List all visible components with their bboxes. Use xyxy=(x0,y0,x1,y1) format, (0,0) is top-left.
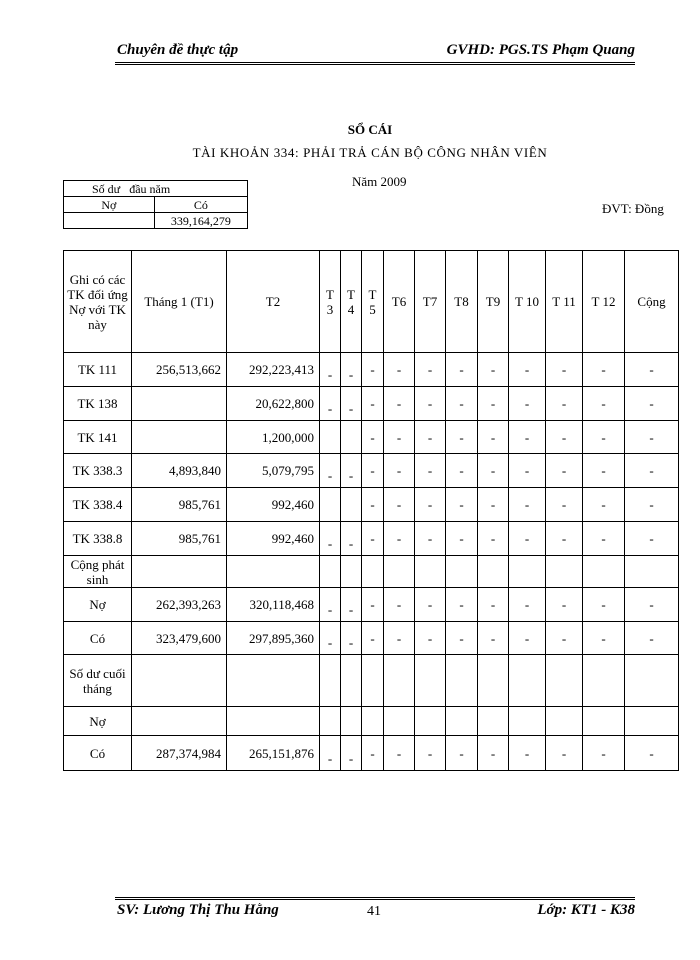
ledger-cell-month: - xyxy=(320,736,341,771)
footer-rule xyxy=(115,897,635,900)
ledger-cell-month: - xyxy=(320,522,341,556)
ledger-cell-month: - xyxy=(546,522,583,556)
ledger-cell-month: - xyxy=(446,454,478,488)
ledger-cell-month: - xyxy=(341,622,362,655)
ledger-cell-month: - xyxy=(509,421,546,454)
ledger-header-cell: T2 xyxy=(227,251,320,353)
ledger-cell-month: - xyxy=(341,736,362,771)
ledger-header-cell: Tháng 1 (T1) xyxy=(132,251,227,353)
ledger-cell-month: - xyxy=(384,454,415,488)
ledger-cell-month: - xyxy=(341,588,362,622)
ledger-cell-month: - xyxy=(625,488,679,522)
ledger-cell-month: - xyxy=(362,522,384,556)
ledger-header-cell: T 11 xyxy=(546,251,583,353)
ledger-row xyxy=(64,387,679,421)
ledger-row xyxy=(64,588,679,622)
ledger-cell-month: - xyxy=(362,353,384,387)
ledger-cell-month: - xyxy=(320,454,341,488)
ledger-cell-month xyxy=(384,655,415,707)
ledger-header-row xyxy=(64,251,679,353)
ledger-cell-t1: 287,374,984 xyxy=(132,736,227,771)
opening-balance-table xyxy=(63,180,248,229)
ledger-cell-month: - xyxy=(583,353,625,387)
ledger-cell-month: - xyxy=(546,736,583,771)
ledger-cell-month: - xyxy=(546,588,583,622)
ledger-cell-t2: 1,200,000 xyxy=(227,421,320,454)
ledger-header-cell: T9 xyxy=(478,251,509,353)
ledger-cell-month: - xyxy=(446,622,478,655)
ledger-cell-month: - xyxy=(415,736,446,771)
ledger-cell-month: - xyxy=(446,588,478,622)
header-rule xyxy=(115,62,635,65)
ledger-cell-month: - xyxy=(509,488,546,522)
ledger-cell-month xyxy=(446,556,478,588)
ledger-cell-month xyxy=(362,707,384,736)
ledger-cell-month: - xyxy=(384,421,415,454)
ledger-cell-t1: 985,761 xyxy=(132,522,227,556)
ledger-row-label: TK 338.3 xyxy=(64,454,132,488)
ledger-cell-month xyxy=(546,707,583,736)
ledger-cell-month xyxy=(625,655,679,707)
ledger-row xyxy=(64,622,679,655)
ledger-cell-month: - xyxy=(583,736,625,771)
ledger-cell-month xyxy=(384,556,415,588)
ledger-cell-month: - xyxy=(478,588,509,622)
ledger-cell-month: - xyxy=(478,421,509,454)
ledger-cell-month: - xyxy=(509,387,546,421)
ledger-cell-t2: 5,079,795 xyxy=(227,454,320,488)
ledger-row-label: Số dư cuối tháng xyxy=(64,655,132,707)
ledger-cell-month xyxy=(341,556,362,588)
ledger-cell-month: - xyxy=(509,622,546,655)
ledger-cell-month: - xyxy=(415,588,446,622)
ledger-cell-month xyxy=(583,707,625,736)
ledger-cell-month xyxy=(341,488,362,522)
ledger-cell-month: - xyxy=(362,588,384,622)
ledger-cell-month: - xyxy=(446,353,478,387)
ledger-cell-month xyxy=(320,707,341,736)
ledger-cell-month: - xyxy=(583,454,625,488)
ledger-cell-month: - xyxy=(478,622,509,655)
ledger-cell-month: - xyxy=(415,387,446,421)
ledger-row xyxy=(64,488,679,522)
ledger-cell-month xyxy=(583,556,625,588)
ledger-cell-month: - xyxy=(509,522,546,556)
ledger-cell-month xyxy=(446,655,478,707)
ledger-cell-month xyxy=(415,655,446,707)
ledger-cell-month: - xyxy=(415,488,446,522)
ledger-cell-month: - xyxy=(583,488,625,522)
ledger-row-label: TK 338.4 xyxy=(64,488,132,522)
opening-debit-label: Nợ xyxy=(64,197,155,213)
ledger-cell-month: - xyxy=(546,421,583,454)
ledger-row xyxy=(64,736,679,771)
ledger-cell-month: - xyxy=(415,622,446,655)
ledger-cell-month xyxy=(478,556,509,588)
ledger-cell-month: - xyxy=(625,522,679,556)
footer-class: Lớp: KT1 - K38 xyxy=(537,902,635,918)
ledger-cell-month xyxy=(625,556,679,588)
year-label: Năm 2009 xyxy=(352,174,407,189)
ledger-cell-month xyxy=(341,655,362,707)
ledger-cell-month: - xyxy=(478,736,509,771)
ledger-cell-month: - xyxy=(415,522,446,556)
ledger-table xyxy=(63,250,679,771)
ledger-header-cell: T 3 xyxy=(320,251,341,353)
ledger-cell-month: - xyxy=(478,353,509,387)
ledger-row xyxy=(64,454,679,488)
ledger-cell-month: - xyxy=(583,421,625,454)
ledger-row-label: Có xyxy=(64,736,132,771)
page-subtitle: TÀI KHOẢN 334: PHẢI TRẢ CÁN BỘ CÔNG NHÂN VIÊN xyxy=(192,145,548,160)
ledger-cell-t1: 262,393,263 xyxy=(132,588,227,622)
ledger-cell-t2 xyxy=(227,655,320,707)
ledger-cell-month xyxy=(384,707,415,736)
ledger-cell-month xyxy=(509,655,546,707)
opening-balance-header xyxy=(64,181,248,197)
ledger-cell-month xyxy=(341,421,362,454)
header-left-text: Chuyên đề thực tập xyxy=(117,42,239,58)
ledger-cell-month: - xyxy=(362,421,384,454)
ledger-cell-t1: 985,761 xyxy=(132,488,227,522)
opening-debit-value xyxy=(64,213,155,229)
ledger-cell-month xyxy=(546,556,583,588)
ledger-cell-month xyxy=(362,655,384,707)
ledger-cell-month: - xyxy=(583,522,625,556)
ledger-cell-t2: 265,151,876 xyxy=(227,736,320,771)
ledger-cell-month: - xyxy=(446,736,478,771)
ledger-cell-month: - xyxy=(478,387,509,421)
ledger-cell-month: - xyxy=(384,387,415,421)
ledger-cell-t1 xyxy=(132,655,227,707)
ledger-cell-month: - xyxy=(625,622,679,655)
opening-balance-label-b: đầu năm xyxy=(129,181,171,196)
ledger-cell-month xyxy=(320,655,341,707)
ledger-cell-month: - xyxy=(384,588,415,622)
footer-student: SV: Lương Thị Thu Hằng xyxy=(117,902,279,918)
ledger-cell-month: - xyxy=(625,588,679,622)
ledger-cell-month: - xyxy=(320,387,341,421)
ledger-cell-month: - xyxy=(546,387,583,421)
ledger-cell-t2: 320,118,468 xyxy=(227,588,320,622)
ledger-cell-month xyxy=(446,707,478,736)
ledger-cell-month: - xyxy=(546,353,583,387)
ledger-row-label: Cộng phát sinh xyxy=(64,556,132,588)
page-footer xyxy=(115,902,635,922)
ledger-cell-month xyxy=(415,707,446,736)
ledger-row xyxy=(64,556,679,588)
ledger-cell-month: - xyxy=(446,387,478,421)
ledger-cell-t1: 4,893,840 xyxy=(132,454,227,488)
ledger-row-label: TK 338.8 xyxy=(64,522,132,556)
ledger-cell-month xyxy=(509,556,546,588)
ledger-cell-t1: 323,479,600 xyxy=(132,622,227,655)
ledger-cell-month: - xyxy=(362,488,384,522)
ledger-cell-month xyxy=(625,707,679,736)
ledger-cell-month xyxy=(478,655,509,707)
ledger-cell-month xyxy=(320,421,341,454)
opening-balance-label-a: Số dư xyxy=(92,181,121,196)
ledger-cell-month xyxy=(546,655,583,707)
ledger-row xyxy=(64,522,679,556)
ledger-cell-month: - xyxy=(625,387,679,421)
ledger-row-label: TK 138 xyxy=(64,387,132,421)
ledger-cell-month: - xyxy=(362,387,384,421)
ledger-cell-t2: 992,460 xyxy=(227,522,320,556)
ledger-row-label: TK 111 xyxy=(64,353,132,387)
ledger-cell-month: - xyxy=(509,588,546,622)
ledger-cell-month xyxy=(478,707,509,736)
ledger-cell-month: - xyxy=(478,488,509,522)
ledger-cell-month: - xyxy=(384,522,415,556)
ledger-cell-t2: 292,223,413 xyxy=(227,353,320,387)
ledger-cell-t1 xyxy=(132,707,227,736)
ledger-cell-month: - xyxy=(446,522,478,556)
ledger-row xyxy=(64,655,679,707)
ledger-header-cell: Cộng xyxy=(625,251,679,353)
ledger-cell-month xyxy=(320,556,341,588)
ledger-cell-month: - xyxy=(384,622,415,655)
ledger-cell-month: - xyxy=(625,454,679,488)
ledger-cell-month xyxy=(362,556,384,588)
ledger-cell-t2: 992,460 xyxy=(227,488,320,522)
ledger-cell-month: - xyxy=(320,353,341,387)
ledger-cell-t2: 297,895,360 xyxy=(227,622,320,655)
ledger-cell-month: - xyxy=(509,353,546,387)
ledger-cell-month: - xyxy=(478,454,509,488)
ledger-cell-month: - xyxy=(341,387,362,421)
ledger-row-label: Nợ xyxy=(64,588,132,622)
ledger-row xyxy=(64,353,679,387)
ledger-cell-month: - xyxy=(415,454,446,488)
ledger-row-label: Nợ xyxy=(64,707,132,736)
ledger-cell-month: - xyxy=(384,736,415,771)
ledger-cell-month xyxy=(341,707,362,736)
ledger-cell-month: - xyxy=(546,622,583,655)
ledger-cell-month: - xyxy=(362,736,384,771)
ledger-cell-t2 xyxy=(227,556,320,588)
ledger-cell-month: - xyxy=(446,421,478,454)
ledger-cell-month: - xyxy=(583,387,625,421)
ledger-cell-month: - xyxy=(583,588,625,622)
ledger-header-cell: T7 xyxy=(415,251,446,353)
ledger-header-cell: T 12 xyxy=(583,251,625,353)
ledger-cell-month: - xyxy=(384,353,415,387)
ledger-cell-month: - xyxy=(341,454,362,488)
ledger-cell-month: - xyxy=(446,488,478,522)
ledger-cell-month: - xyxy=(341,353,362,387)
ledger-cell-month: - xyxy=(415,421,446,454)
page-number: 41 xyxy=(367,904,381,919)
ledger-cell-month: - xyxy=(320,622,341,655)
header-right-text: GVHD: PGS.TS Phạm Quang xyxy=(446,42,635,58)
ledger-cell-t1 xyxy=(132,556,227,588)
ledger-cell-month: - xyxy=(509,736,546,771)
ledger-header-cell: T 10 xyxy=(509,251,546,353)
unit-label: ĐVT: Đồng xyxy=(602,201,664,216)
ledger-cell-month: - xyxy=(478,522,509,556)
page-title: SỔ CÁI xyxy=(347,122,393,137)
ledger-header-cell: T6 xyxy=(384,251,415,353)
ledger-cell-t1: 256,513,662 xyxy=(132,353,227,387)
ledger-cell-month: - xyxy=(583,622,625,655)
ledger-cell-t1 xyxy=(132,421,227,454)
ledger-cell-month: - xyxy=(362,454,384,488)
ledger-cell-t1 xyxy=(132,387,227,421)
opening-credit-value: 339,164,279 xyxy=(154,213,247,229)
ledger-row-label: Có xyxy=(64,622,132,655)
ledger-cell-month: - xyxy=(415,353,446,387)
page-header xyxy=(115,42,635,62)
ledger-cell-month: - xyxy=(546,488,583,522)
ledger-cell-month: - xyxy=(320,588,341,622)
ledger-cell-month: - xyxy=(625,353,679,387)
ledger-row xyxy=(64,421,679,454)
ledger-cell-month: - xyxy=(384,488,415,522)
ledger-cell-t2: 20,622,800 xyxy=(227,387,320,421)
ledger-row-label: TK 141 xyxy=(64,421,132,454)
ledger-row xyxy=(64,707,679,736)
ledger-cell-month xyxy=(415,556,446,588)
ledger-cell-month: - xyxy=(341,522,362,556)
ledger-cell-month: - xyxy=(362,622,384,655)
ledger-cell-month xyxy=(320,488,341,522)
ledger-header-cell: T 5 xyxy=(362,251,384,353)
ledger-header-cell: Ghi có các TK đối ứng Nợ với TK này xyxy=(64,251,132,353)
ledger-cell-month: - xyxy=(625,421,679,454)
opening-credit-label: Có xyxy=(154,197,247,213)
ledger-cell-month xyxy=(509,707,546,736)
ledger-cell-month: - xyxy=(546,454,583,488)
ledger-header-cell: T 4 xyxy=(341,251,362,353)
ledger-header-cell: T8 xyxy=(446,251,478,353)
ledger-cell-t2 xyxy=(227,707,320,736)
ledger-cell-month: - xyxy=(625,736,679,771)
ledger-cell-month xyxy=(583,655,625,707)
ledger-cell-month: - xyxy=(509,454,546,488)
